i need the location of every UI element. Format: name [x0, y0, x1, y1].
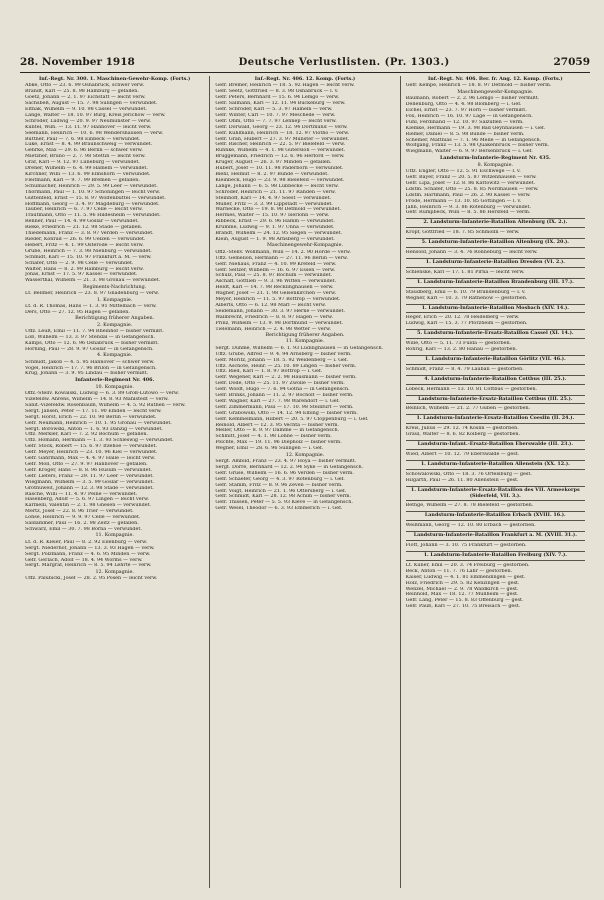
- casualty-entry: Wegner, Emil — 28. 6. 96 Sulingen — i. Gef.: [215, 446, 324, 452]
- casualty-entry: Uffz. Palubicki, Josef — 28. 2. 95 Posen — leicht verw.: [25, 576, 158, 582]
- casualty-entry: Gefr. Grabowski, Otto — 14. 12. 94 Elbing — bisher verm.: [215, 410, 358, 416]
- casualty-entry: Thiedemann, Franz — 3. 8. 97 Verden — verwundet.: [25, 231, 154, 237]
- casualty-entry: Fox, Heinrich — 16. 10. 97 Lage — in Gefangensch.: [405, 113, 533, 119]
- casualty-entry: Stäudberg, Emil — 6. 10. 79 Brandenburg — l. v.: [405, 289, 526, 295]
- casualty-entry: Kaiser, Ludwig — 4. 1. 81 Emmendingen — gest.: [405, 574, 526, 580]
- casualty-entry: Tauber, Heinrich — 6. 7. 97 Celle — leicht verw.: [25, 207, 143, 213]
- casualty-entry: Krüger, August — 26. 3. 97 Minden — gefallen.: [215, 160, 332, 166]
- casualty-entry: Tielemann, Heinrich — 2. 4. 98 Wetter — verw.: [215, 326, 332, 332]
- casualty-entry: Riemer, Daniel — 8. 5. 98 Bünde — bisher verm.: [405, 131, 525, 137]
- casualty-entry: Heldt, Karl — 14. 7. 98 Recklinghausen — verw.: [215, 285, 334, 291]
- section-heading: Landsturm-Infanterie-Bataillon Frankfurt a. M. (XVIII. 31.).: [406, 531, 585, 541]
- casualty-entry: Flott, Johann — 3. 10. 75 Frankfurt — gestorben.: [405, 543, 527, 549]
- casualty-entry: Gefr. Ohm, Otto — 7. 7. 97 Lennep — leicht verw.: [215, 118, 337, 124]
- casualty-entry: Gefr. Gerlach, Adolf — 18. 4. 94 Worms — verw.: [25, 557, 143, 563]
- section-heading: 1. Landsturm-Infanterie-Bataillon Brandenburg (III. 17.).: [406, 278, 585, 288]
- casualty-entry: Uffz. Gemelion, Hermann — 27. 11. 96 Berlin — verw.: [215, 255, 349, 261]
- casualty-entry: Fröde, Hermann — 13. 10. 85 Göttingen — l. v.: [405, 198, 522, 204]
- casualty-entry: Gefr. Peters, Bernhard — 15. 6. 94 Lemgo — verw.: [215, 95, 340, 101]
- casualty-entry: Gefr. Liefers, Franz — 29. 11. 97 Leer — verwundet.: [25, 473, 154, 479]
- casualty-entry: Aschaff, Gottlieb — 9. 3. 96 Witten — verwundet.: [215, 279, 337, 285]
- casualty-entry: Wille, Otto — 5. 11. 73 Fulda — gestorben.: [405, 341, 512, 347]
- casualty-entry: Hermes, Walter — 15. 10. 97 Iserlohn — verw.: [215, 213, 330, 219]
- casualty-entry: Offz.-Stellv. Wollmann, Willi — 14. 2. 90 Hörde — verw.: [215, 249, 351, 255]
- casualty-entry: Gefr. Voigt, Heinrich — 21. 1. 96 Ottersberg — i. Gef.: [215, 488, 347, 494]
- casualty-entry: Goetz, Johann — 2. 1. 97 Eichstätt — leicht verw.: [25, 95, 146, 101]
- section-heading: 5. Landsturm-Infanterie-Ersatz-Bataillon Cassel (XI. 14.).: [406, 329, 585, 339]
- casualty-entry: Karmelli, Valentin — 2. 1. 98 Gnesen — verwundet.: [25, 503, 152, 509]
- section-heading: 10. Kompagnie.: [95, 383, 134, 390]
- section-heading: Landsturm-Infanterie-Regiment Nr. 435.: [439, 155, 551, 162]
- casualty-entry: Jonas, Ernst — 17. 5. 97 Kassel — verwundet.: [25, 272, 138, 278]
- casualty-entry: Krumme, Ludwig — 9. 1. 97 Unna — verwundet.: [215, 225, 335, 231]
- casualty-entry: Wiegmann, Wilhelm — 3. 5. 99 Goslar — verwundet.: [25, 479, 154, 485]
- casualty-entry: Renner, Paul — 14. 4. 99 Goslar — verwundet.: [25, 219, 139, 225]
- page-number: 27059: [553, 56, 590, 68]
- casualty-entry: Eichel, Ernst — 23. 7. 97 Horn — bisher vermißt.: [405, 108, 527, 114]
- casualty-entry: Gefr. Stamm, Fritz — 8. 9. 96 Zeven — bisher verm.: [215, 482, 343, 488]
- casualty-entry: Hilgarth, Paul — 26. 11. 80 Allenstein — gest.: [405, 477, 519, 483]
- casualty-entry: Sergt. Borowski, Anton — 1. 6. 93 Danzig — verwundet.: [25, 426, 163, 432]
- casualty-entry: Ribbeck, Ernst — 29. 6. 96 Hamm — verwundet.: [215, 219, 335, 225]
- casualty-entry: Lt. Kuner, Emil — 20. 3. 74 Freiburg — gestorben.: [405, 562, 530, 568]
- section-heading: 1. Landsturm-Infanterie-Bataillon Dresden (VI. 2.).: [406, 258, 585, 268]
- casualty-entry: Gefr. Neumann, Heinrich — 10. 1. 95 Gronau — verwundet.: [25, 420, 172, 426]
- casualty-entry: Meyer, Heinrich — 11. 5. 97 Bottrop — verwundet.: [215, 297, 341, 303]
- casualty-entry: Hensold, Johann — 3. 4. 76 Ronneburg — leicht verw.: [405, 250, 538, 256]
- casualty-entry: Uffz. Ried, Karl — 1. 8. 97 Bottrop — i. Gef.: [215, 369, 323, 375]
- casualty-entry: Alberts, Otto — 6. 12. 98 Marl — leicht verw.: [215, 302, 326, 308]
- casualty-entry: Gefr. Schaefer, Georg — 4. 3. 97 Rotenburg — i. Gef.: [215, 476, 345, 482]
- section-heading: 11. Kompagnie.: [285, 338, 325, 345]
- casualty-entry: Prinz, Wilhelm — 13. 9. 98 Dortmund — verwundet.: [215, 320, 344, 326]
- column-right: [400, 76, 590, 888]
- casualty-entry: Dreher, Wilhelm — 6. 4. 99 Hameln — verwundet.: [25, 166, 148, 172]
- casualty-entry: Uffz. Leuß, Emil — 11. 7. 94 Rheinhof — bisher vermißt.: [25, 329, 164, 335]
- section-heading: Inf.-Regt. Nr. 406. 12. Komp. (Forts.): [254, 76, 356, 82]
- casualty-entry: Büttner, Paul — 7. 6. 98 Einbeck — verwundet.: [25, 136, 141, 142]
- casualty-entry: Grube, Heinrich — 7. 3. 98 Nienburg — verwundet.: [25, 248, 152, 254]
- casualty-entry: Gefr. Wagner, Karl — 27. 7. 98 Warendorf — i. Gef.: [215, 398, 340, 404]
- casualty-entry: Kreis, Julius — 29. 12. 74 Köslin — gestorben.: [405, 426, 519, 432]
- casualty-entry: Röhrig, Karl — 13. 2. 80 Hanau — gestorben.: [405, 347, 518, 353]
- section-heading: 1. Landsturm-Infanterie-Bataillon Allenstein (XX. 12.).: [406, 460, 585, 470]
- casualty-entry: Lange, Johann — 6. 5. 98 Lübbecke — leicht verw.: [215, 183, 339, 189]
- casualty-entry: Müller, Fritz — 3. 3. 99 Lippstadt — verwundet.: [215, 201, 333, 207]
- casualty-entry: Lange, Walter — 18. 10. 97 Burg, Kreis Jerichow — verw.: [25, 112, 166, 118]
- casualty-entry: Saldammer, Paul — 16. 2. 98 Zeitz — gefallen.: [25, 521, 139, 527]
- casualty-entry: Beinlich, Wilhelm — 21. 2. 77 Guben — gestorben.: [405, 406, 531, 412]
- casualty-entry: Dellenburg, Otto — 4. 4. 98 Blomberg — i. Gef.: [405, 102, 522, 108]
- casualty-entry: Gefr. Lipa, Josef — 12. 8. 86 Kattowitz — verwundet.: [405, 180, 536, 186]
- casualty-entry: Steinhoff, Karl — 14. 4. 97 Soest — verwundet.: [215, 195, 332, 201]
- casualty-entry: Gefr. Dörwald, Georg — 23. 12. 94 Dortmund — verw.: [215, 124, 348, 130]
- casualty-entry: Uffz. Engler, Otto — 12. 5. 91 Eschwege — l. v.: [405, 169, 521, 175]
- section-heading: Maschinengewehr-Kompagnie.: [457, 88, 534, 95]
- section-heading: 1. Landsturm-Infanterie-Bataillon Freiburg (XIV. 7.).: [406, 551, 585, 561]
- casualty-entry: Ruhnke, Wilhelm — 4. 1. 98 Gütersloh — verwundet.: [215, 148, 346, 154]
- casualty-entry: Gefr. Pauß, Karl — 27. 10. 75 Breisach — gest.: [405, 604, 521, 610]
- casualty-entry: Luke, Ernst — 8. 4. 99 Braunschweig — verwundet.: [25, 142, 153, 148]
- section-heading: 1. Landsturm-Infanterie-Bataillon Görlitz (VII. 46.).: [406, 355, 585, 365]
- casualty-entry: Brandt, Wilhelm — 24. 12. 95 Siegen — verwundet.: [215, 231, 343, 237]
- casualty-entry: Sergt. Niederhof, Johann — 13. 3. 93 Hagen — verw.: [25, 545, 155, 551]
- casualty-entry: Gefr. Winter, Carl — 10. 7. 97 Meschede — verw.: [215, 112, 336, 118]
- casualty-entry: Warnecke, Otto — 19. 8. 98 Detmold — verwundet.: [215, 207, 342, 213]
- section-heading: 8. Kompagnie.: [477, 161, 513, 168]
- casualty-entry: Schowalowski, Otto — 18. 3. 76 Ortelsburg — gest.: [405, 471, 532, 477]
- casualty-entry: Seidemann, Johann — 30. 3. 97 Herne — verwundet.: [215, 308, 346, 314]
- casualty-entry: Brüggemann, Friedrich — 12. 6. 96 Herford — verw.: [215, 154, 345, 160]
- casualty-entry: Rasche, Willi — 11. 4. 97 Peine — verwundet.: [25, 491, 138, 497]
- section-heading: 1. Landsturm-Infanterie-Ersatz-Bataillon des VII. Armeekorps (Siderfeld, VII. 3.).: [406, 486, 585, 502]
- section-heading: Inf.-Regt. Nr. 300. 1. Maschinen-Gewehr-Komp. (Forts.): [39, 76, 191, 82]
- casualty-entry: Gefr. Bayer, Franz — 20. 5. 87 Witzenhausen — verw.: [405, 175, 537, 180]
- casualty-entry: Kamps, Otto — 12. 6. 96 Osnabrück — bisher vermißt.: [25, 340, 159, 346]
- casualty-entry: Kirchner, Willi — 13. 6. 99 Elmshorn — verwundet.: [25, 172, 151, 177]
- casualty-entry: Bethge, Wilhelm — 27. 8. 78 Bielefeld — gestorben.: [405, 503, 534, 509]
- section-heading: 4. Kompagnie.: [97, 352, 133, 359]
- casualty-entry: Gefr. Wesel, Theodor — 6. 3. 93 Emmerich — i. Gef.: [215, 506, 343, 512]
- casualty-entry: Schmidt, Jakob — 4. 5. 95 Hannover — schwer verw.: [25, 359, 155, 365]
- section-heading: 12. Kompagnie.: [285, 451, 325, 458]
- section-heading: Infanterie-Regiment Nr. 406.: [75, 377, 155, 384]
- casualty-entry: Gefr. Seltzer, Wilhelm — 16. 6. 97 Essen — verw.: [215, 267, 336, 273]
- casualty-entry: Schmitt, Josef — 4. 1. 98 Lohne — bisher verm.: [215, 434, 332, 440]
- casualty-entry: Wasserthal, Wilhelm — 21. 3. 98 Gronau — verwundet.: [25, 278, 161, 284]
- casualty-entry: Lt. d. R. Thomas, Hans — 1. 3. 91 Mittelbach — verw.: [25, 303, 157, 309]
- casualty-entry: Schmidt, Franz — 8. 4. 79 Lauban — gestorben.: [405, 366, 524, 372]
- casualty-entry: Schmidt, Karl — 15. 10. 97 Frankfurt a. M. — verw.: [25, 254, 152, 260]
- casualty-entry: Offz.-Stellv. Kowalski, Ludwig — 6. 3. 89 Groß-Lutowo — verw.: [25, 391, 180, 397]
- casualty-entry: Gefr. Niehaus, Franz — 4. 10. 99 Krefeld — verw.: [215, 261, 337, 267]
- casualty-entry: Gefr. Dode, Otto — 25. 11. 97 Zwolle — bisher verm.: [215, 381, 345, 387]
- casualty-entry: Sanit.-Vizefeldw. Rosenbaum, Wilhelm — 4. 5. 92 Rüthen — verw.: [25, 402, 186, 408]
- casualty-entry: Wolfgang, Franz — 13. 5. 98 Quakenbrück — bisher verm.: [405, 143, 550, 149]
- casualty-entry: Ldstm. Schäfer, Otto — 25. 8. 85 Nordhausen — verw.: [405, 186, 539, 192]
- casualty-entry: Gefr. Salmann, Karl — 12. 11. 94 Bückeburg — verw.: [215, 101, 346, 107]
- casualty-entry: Gefr. Zimmermann, Paul — 17. 10. 98 Steinfurt — verm.: [215, 404, 354, 410]
- casualty-entry: Sergt. Polzmann, Franz — 4. 6. 95 Minden — verw.: [25, 551, 151, 557]
- casualty-entry: Krug, Johann — 3. 9. 95 Lindau — bisher vermißt.: [25, 371, 148, 377]
- casualty-entry: Thormann, Paul — 1. 10. 97 Schöningen — leicht verw.: [25, 189, 161, 195]
- casualty-entry: Gefr. Gahrmann, Max — 4. 4. 97 Halle — leicht verw.: [25, 456, 156, 462]
- casualty-entry: Biehl, Helmut — 8. 2. 97 Bünde — verwundet.: [215, 172, 329, 177]
- casualty-entry: Gefr. Moll, Otto — 27. 9. 97 Hannover — gefallen.: [25, 462, 148, 467]
- casualty-entry: Gefr. Schröder, Karl — 5. 3. 97 Hameln — verw.: [215, 107, 333, 113]
- casualty-entry: Walter, Hans — 8. 2. 99 Hamburg — leicht verw.: [25, 266, 144, 272]
- casualty-entry: Hoffmann, Georg — 3. 4. 97 Magdeburg — verwundet.: [25, 201, 160, 207]
- casualty-entry: Gefr. Rischer, Heinrich — 22. 5. 97 Bielefeld — verw.: [215, 142, 346, 148]
- casualty-entry: Wiegmann, Walter — 6. 9. 97 Bersenbrück — i. Gef.: [405, 149, 533, 155]
- header-rule: [20, 72, 590, 73]
- casualty-entry: Hebert, Fritz — 4. 1. 99 Osterode — leicht verw.: [25, 242, 144, 248]
- casualty-entry: Lt. Bellmer, Heinrich — 23. 8. 97 Gnadenburg — verw.: [25, 291, 160, 297]
- casualty-entry: Wied, Albert — 10. 12. 79 Eberswalde — gest.: [405, 452, 520, 457]
- casualty-entry: Uffz. Aschöte, Heinr. — 25. 10. 89 Lingen — bisher verm.: [215, 363, 357, 369]
- section-heading: Inf.-Regt. Nr. 406. Ber. fr. Ang. 12. Komp. (Forts.): [427, 76, 563, 82]
- section-heading: 11. Kompagnie.: [95, 532, 134, 539]
- casualty-entry: Wallbrecht, Friedrich — 8. 8. 97 Hagen — verw.: [215, 314, 334, 320]
- section-heading: 2. Landsturm-Infanterie-Bataillon Altenburg (IX. 2.).: [406, 218, 585, 228]
- casualty-entry: Holz, Friedrich — 29. 5. 82 Kenzingen — gest.: [405, 580, 520, 586]
- casualty-entry: Pölchte, Max — 19. 11. 96 Diepholz — bisher verm.: [215, 440, 342, 446]
- casualty-entry: Weißmann, Georg — 12. 10. 80 Erbach — gestorben.: [405, 523, 536, 529]
- section-heading: 12. Kompagnie.: [95, 568, 134, 575]
- casualty-entry: Gefr. Brinks, Johann — 11. 2. 97 Bocholt — bisher verm.: [215, 393, 354, 399]
- casualty-entry: Elthak, Wilhelm — 9. 10. 98 Cassel — verwundet.: [25, 107, 147, 113]
- issue-date: 28. November 1918: [20, 56, 135, 68]
- casualty-entry: Rieke, Friedrich — 21. 12. 98 Stade — gefallen.: [25, 225, 143, 231]
- casualty-entry: Gefr. Wegener, Karl — 2. 2. 98 Hausmann — bisher verm.: [215, 375, 357, 381]
- publication-title: Deutsche Verlustlisten. (Pr. 1303.): [238, 57, 450, 68]
- casualty-entry: Hubert, Josef — 10. 11. 98 Paderborn — verwundet.: [215, 166, 344, 172]
- casualty-entry: Mertz, Josef — 22. 8. 96 Trier — verwundet.: [25, 509, 134, 515]
- casualty-entry: Vogel, Heinrich — 17. 7. 96 Brilon — in Gefangensch.: [25, 365, 157, 371]
- section-heading: 1. Landsturm-Infanterie-Ersatz-Bataillon Coeslin (II. 24.).: [406, 414, 585, 424]
- casualty-entry: Uffz. Merkler, Karl — 7. 2. 92 Bochum — gefallen.: [25, 432, 149, 438]
- casualty-entry: Schröder, Ludwig — 20. 9. 97 Neumünster — verw.: [25, 118, 152, 124]
- casualty-entry: Ldstm. Hartmann, Paul — 26. 2. 90 Kassel — verw.: [405, 192, 531, 198]
- casualty-entry: Wagner, Josef — 21. 1. 98 Gelsenkirchen — verw.: [215, 291, 337, 297]
- casualty-entry: Abke, Otto — 23. 6. 99 Osnabrück, schwer verw.: [25, 83, 145, 89]
- section-heading: Regiments-Nachrichtung.: [83, 283, 147, 290]
- casualty-entry: Hasenberg, Adolf — 5. 6. 97 Lingen — leicht verw.: [25, 497, 150, 503]
- casualty-entry: Jahn, Heinrich — 9. 3. 86 Rotenburg — verwundet.: [405, 204, 532, 210]
- casualty-entry: Gefr. Rumpbeck, Willi — 8. 5. 86 Hersfeld — verm.: [405, 210, 531, 216]
- casualty-entry: Meller, Otto — 8. 9. 97 Damme — in Gefangensch.: [215, 428, 340, 434]
- casualty-entry: Ders, Otto — 27. 12. 95 Hagen — gefallen.: [25, 309, 130, 315]
- casualty-entry: Kleinbeck, Hugo — 23. 9. 98 Bielefeld — verwundet.: [215, 177, 345, 183]
- casualty-entry: Graul, Walter — 8. 6. 82 Kolberg — gestorben.: [405, 432, 521, 438]
- section-heading: Landsturm-Infanterie-Ersatz-Bataillon Cottbus (III. 25.).: [406, 395, 585, 405]
- casualty-entry: Sergt. Duhme, Wilhelm — 6. 1. 93 Lüdinghausen — in Gefangensch.: [215, 345, 384, 351]
- casualty-entry: Beck, Anton — 11. 7. 76 Lahr — gestorben.: [405, 568, 513, 574]
- casualty-entry: Gefr. Kröger, Hans — 8. 8. 96 Husum — verwundet.: [25, 467, 152, 473]
- casualty-entry: Gefr. Stock, Robert — 15. 6. 97 Itzehoe — verwundet.: [25, 444, 157, 450]
- casualty-entry: Schäfer, Otto — 2. 9. 98 Celle — verwundet.: [25, 260, 134, 266]
- casualty-entry: Uffz. Homann, Hermann — 1. 3. 93 Schleswig — verwundet.: [25, 438, 174, 444]
- casualty-entry: Wegner, Karl — 10. 3. 79 Rathenow — gestorben.: [405, 295, 528, 301]
- casualty-entry: Guttenfeld, Ernst — 15. 8. 97 Wolfenbüttel — verwundet.: [25, 195, 166, 201]
- casualty-entry: Kuntel, Wilh. — 13. 11. 97 Hannover — leicht verw.: [25, 124, 152, 130]
- casualty-entry: Gefr. Schmidt, Karl — 28. 12. 98 Achim — bisher verm.: [215, 494, 352, 500]
- casualty-entry: Grothuweit, Johann — 12. 3. 98 Stade — verwundet.: [25, 485, 154, 491]
- casualty-entry: Schumacher, Heinrich — 29. 5. 99 Leer — verwundet.: [25, 183, 158, 189]
- section-heading: 5. Landsturm-Infanterie-Bataillon Altenburg (IX. 20.).: [406, 238, 585, 248]
- casualty-entry: Loß, Wilhelm — 13. 3. 97 Stendal — in Gefangensch.: [25, 334, 155, 340]
- casualty-entry: Gefr. Lang, Peter — 15. 8. 83 Offenburg — gest.: [405, 598, 524, 604]
- casualty-entry: Mietzner, Bruno — 2. 7. 98 Stettin — leicht verw.: [25, 154, 146, 160]
- casualty-entry: Ludwig, Karl — 15. 3. 77 Pforzheim — gestorben.: [405, 321, 528, 327]
- text-columns: [20, 76, 590, 888]
- casualty-entry: Wenzel, Michael — 2. 9. 78 Waldkirch — gest.: [405, 586, 519, 592]
- casualty-entry: Schwarz, Emil — 30. 7. 98 Borna — verwundet.: [25, 526, 142, 532]
- casualty-entry: Reinhold, Max — 18. 12. 77 Müllheim — gest.: [405, 592, 519, 598]
- casualty-entry: Reinold, Albert — 12. 3. 95 Vechta — bisher verm.: [215, 422, 339, 428]
- casualty-entry: Gefr. Woldt, Hugo — 7. 6. 94 Gotha — in Gefangensch.: [215, 387, 350, 393]
- casualty-entry: Lohse, Heinrich — 9. 9. 97 Celle — verwundet.: [25, 515, 141, 521]
- column-left: [20, 76, 209, 888]
- casualty-entry: Gefr. Gruse, Wilhelm — 16. 6. 96 Verden — bisher verm.: [215, 470, 354, 476]
- section-heading: Berichtigung früherer Angaben.: [75, 315, 155, 322]
- casualty-entry: Sergt. Jansen, Peter — 17. 11. 90 Emden — leicht verw.: [25, 408, 162, 414]
- casualty-entry: Gefr. Moritz, Johann — 18. 5. 92 Weidenberg — i. Gef.: [215, 357, 349, 363]
- casualty-entry: Hörning, Paul — 28. 9. 97 Goslar — in Gefangensch.: [25, 346, 154, 352]
- casualty-entry: Rieder, Konrad — 26. 6. 99 Uelzen — verwundet.: [25, 236, 146, 242]
- casualty-entry: Sergt. Dörre, Bernhard — 12. 2. 94 Syke — in Gefangensch.: [215, 464, 364, 470]
- casualty-entry: Fuhl, Ferdinand — 12. 10. 97 Salzuflen — verm.: [405, 119, 524, 125]
- casualty-entry: Gefr. Kempe, Heinrich — 18. 8. 97 Detmold — bisher verm.: [405, 83, 552, 89]
- section-heading: Berichtigung früherer Angaben.: [265, 331, 345, 338]
- casualty-entry: Vizefeldw. Ahrens, Wilhelm — 14. 8. 93 Mahlstedt — verw.: [25, 397, 169, 403]
- casualty-entry: Schlenske, Karl — 17. 1. 81 Pirna — leicht verw.: [405, 269, 525, 275]
- casualty-entry: Seemann, Heinrich — 10. 6. 98 Wendershausen — verw.: [25, 130, 164, 136]
- casualty-entry: Schemer, Matthias — 7. 1. 96 Melle — in Gefangensch.: [405, 137, 542, 143]
- casualty-entry: Klein, August — 1. 9. 98 Arnsberg — verwundet.: [215, 236, 335, 242]
- casualty-entry: Gefr. Thissen, Peter — 5. 5. 93 Kleve — in Gefangensch.: [215, 500, 353, 506]
- casualty-entry: Graf, Karl — 9. 12. 97 Lüneburg — verwundet.: [25, 160, 140, 166]
- casualty-entry: Trautmann, Otto — 11. 5. 96 Hildesheim — verwundet.: [25, 213, 161, 219]
- casualty-entry: Gefr. Kuhlmann, Heinrich — 18. 12. 97 Vlotho — verw.: [215, 130, 350, 136]
- casualty-entry: Gefr. Seetz, Gottfried — 8. 3. 98 Osnabrück — l. v.: [215, 89, 339, 95]
- casualty-entry: Gefr. Gran, Hubert — 27. 3. 97 Münster — verwundet.: [215, 136, 350, 142]
- casualty-entry: Kropf, Gottfried — 18. 7. 85 Schmölln — verw.: [405, 230, 520, 236]
- casualty-entry: Klemke, Hermann — 19. 3. 98 Bad Oeynhausen — i. Gef.: [405, 125, 546, 131]
- section-heading: 4. Landsturm-Infanterie-Bataillon Cottbus (III. 25.).: [406, 375, 585, 385]
- casualty-entry: Sergt. Ambild, Franz — 23. 4. 97 Hoya — bisher vermißt.: [215, 459, 357, 464]
- page-header: [20, 56, 590, 70]
- casualty-entry: Sergt. Horst, Erich — 22. 10. 90 Berlin — verwundet.: [25, 414, 157, 420]
- column-middle: [209, 76, 399, 888]
- casualty-entry: Gefr. Kemmelmann, Hilbert — 20. 5. 97 Cloppenburg — i. Gef.: [215, 416, 369, 422]
- casualty-entry: Fleitmann, Karl — 9. 7. 99 Bremen — gefallen.: [25, 177, 140, 183]
- casualty-entry: Sachsbeß, August — 15. 7. 98 Sulingen — verwundet.: [25, 101, 158, 107]
- casualty-entry: Lobeck, Hermann — 13. 10. 81 Cottbus — gestorben.: [405, 386, 538, 392]
- section-heading: Landsturm-Infant.-Ersatz-Bataillon Eberswalde (III. 23.).: [406, 440, 585, 450]
- casualty-entry: Schulz, Paul — 25. 8. 97 Bochum — verwundet.: [215, 273, 333, 279]
- casualty-entry: Lt. d. R. Kleier, Paul — 8. 2. 92 Eilenburg — verw.: [25, 539, 148, 545]
- casualty-entry: Heger, Erich — 20. 12. 78 Heidelberg — verw.: [405, 315, 520, 321]
- casualty-entry: Gefr. Bremer, Heinrich — 18. 5. 92 Hagen — leicht verw.: [215, 83, 355, 89]
- section-heading: Landsturm-Infanterie-Bataillon Erbach (XVIII. 16.).: [406, 511, 585, 521]
- section-heading: Maschinengewehr-Kompagnie.: [266, 242, 344, 249]
- section-heading: 1. Landsturm-Infanterie-Bataillon Mosbach (XIV. 14.).: [406, 304, 585, 314]
- casualty-entry: Brandt, Karl — 25. 8. 98 Hamburg — gefallen.: [25, 89, 139, 95]
- casualty-entry: Gefr. Meyer, Heinrich — 23. 10. 96 Kiel — verwundet.: [25, 450, 158, 456]
- casualty-entry: Gehrke, Max — 29. 6. 96 Berlin — schwer verw.: [25, 148, 143, 154]
- casualty-entry: Baumann, Robert — 2. 2. 96 Lemgo — bisher vermißt.: [405, 96, 540, 102]
- casualty-entry: Uffz. Grube, Alfred — 9. 4. 94 Arnsberg — bisher verm.: [215, 351, 352, 357]
- casualty-entry: Schröder, Heinrich — 21. 11. 97 Rahden — verw.: [215, 189, 336, 195]
- casualty-entry: Sergt. Margraf, Heinrich — 8. 5. 94 Lehrte — verw.: [25, 563, 152, 569]
- section-heading: 2. Kompagnie.: [97, 321, 133, 328]
- section-heading: 1. Kompagnie.: [97, 296, 133, 303]
